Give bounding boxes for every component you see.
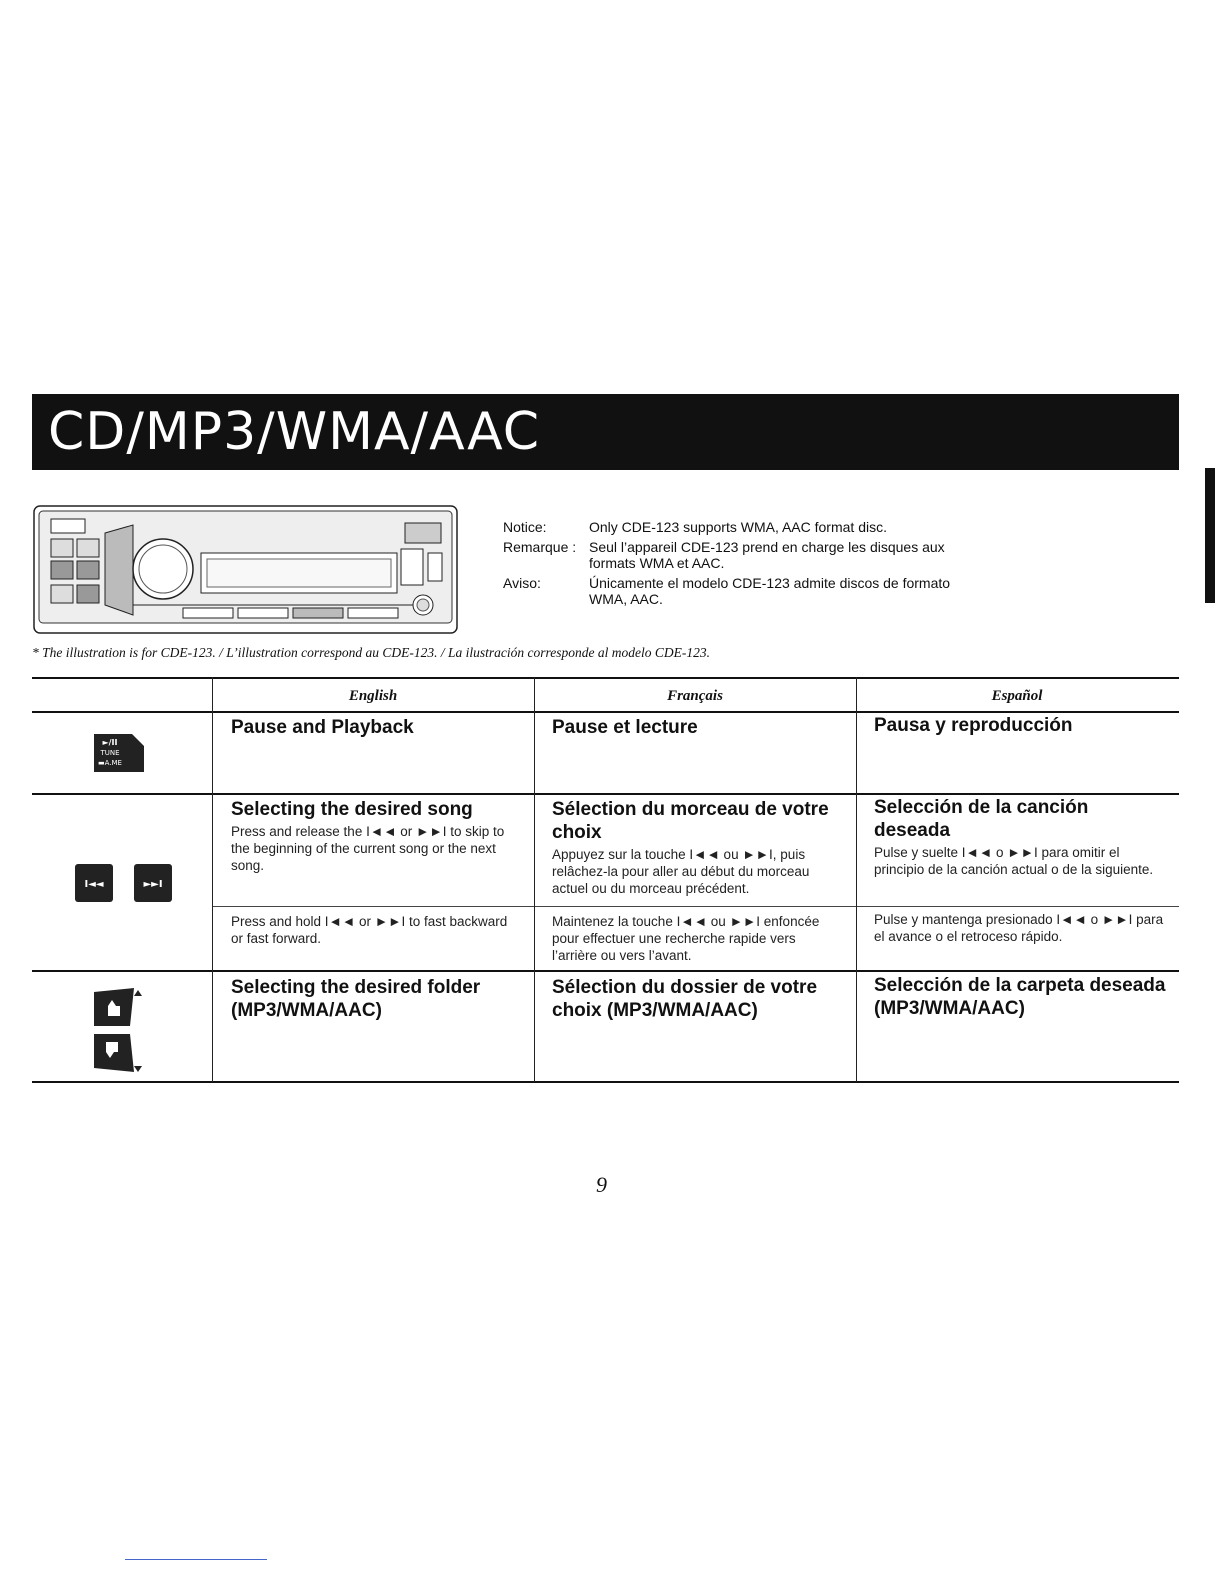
folder-fr-cell — [552, 976, 844, 1022]
song-es-text: Pulse y suelte I◄◄ o ►►I para omitir el principio de la canción actual o de la siguiente. — [874, 845, 1154, 877]
song-hold-en-text: Press and hold I◄◄ or ►►I to fast backward or fast forward. — [231, 914, 508, 946]
song-en-cell — [231, 798, 523, 874]
next-track-glyph: ►►I — [143, 879, 163, 890]
edge-index-tab — [1205, 468, 1215, 603]
next-track-button-icon — [133, 863, 173, 903]
pause-fr-cell — [552, 716, 842, 739]
song-hold-es-cell — [874, 909, 1166, 945]
song-en-title: Selecting the desired song — [231, 799, 473, 820]
song-fr-title: Sélection du morceau de votre choix — [552, 799, 829, 843]
pause-es-title: Pausa y reproducción — [874, 715, 1073, 736]
column-header-french: Français — [667, 688, 723, 704]
song-es-title: Selección de la canción deseada — [874, 797, 1089, 841]
song-es-cell — [874, 796, 1166, 878]
notice-text: Only CDE-123 supports WMA, AAC format disc. — [589, 519, 887, 535]
song-fr-cell — [552, 798, 844, 897]
column-divider — [534, 677, 535, 1082]
notice-label: Aviso: — [503, 575, 541, 591]
page-number: 9 — [596, 1172, 607, 1197]
previous-track-glyph: I◄◄ — [84, 879, 104, 890]
song-hold-es-text: Pulse y mantenga presionado I◄◄ o ►►I para el avance o el retroceso rápido. — [874, 912, 1164, 944]
footer-link-line — [125, 1559, 267, 1560]
pause-en-title: Pause and Playback — [231, 717, 414, 738]
column-divider — [212, 677, 213, 1082]
song-en-text: Press and release the I◄◄ or ►►I to skip to the beginning of the current song or the next song. — [231, 824, 505, 873]
column-divider — [856, 677, 857, 1082]
song-hold-fr-cell — [552, 911, 844, 964]
ame-glyph: ▬A.ME — [98, 759, 122, 767]
section-banner — [32, 394, 1179, 470]
play-pause-glyph: ►/II — [102, 738, 118, 747]
table-top-rule — [32, 677, 1179, 679]
table-header-rule — [32, 711, 1179, 713]
tune-glyph: TUNE — [100, 749, 120, 757]
notice-label: Notice: — [503, 519, 547, 535]
notice-row-en — [503, 519, 989, 535]
row-divider — [32, 970, 1179, 972]
row-divider — [32, 793, 1179, 795]
notice-label: Remarque : — [503, 539, 577, 555]
folder-en-cell — [231, 976, 523, 1022]
folder-es-title: Selección de la carpeta deseada (MP3/WMA/AAC) — [874, 975, 1166, 1019]
previous-track-button-icon — [74, 863, 114, 903]
column-header-spanish: Español — [991, 688, 1043, 704]
notice-row-es — [503, 575, 989, 607]
notice-block — [503, 519, 989, 611]
pause-en-cell — [231, 716, 521, 739]
notice-text: Únicamente el modelo CDE-123 admite discos de formato WMA, AAC. — [589, 575, 951, 607]
play-pause-button-icon — [92, 730, 146, 774]
folder-up-down-buttons-icon — [90, 986, 146, 1076]
car-stereo-illustration — [33, 505, 458, 635]
pause-fr-title: Pause et lecture — [552, 717, 698, 738]
notice-row-fr — [503, 539, 989, 571]
column-header-english: English — [348, 688, 398, 704]
folder-es-cell — [874, 974, 1166, 1020]
song-hold-en-cell — [231, 911, 523, 947]
folder-fr-title: Sélection du dossier de votre choix (MP3/WMA/AAC) — [552, 977, 818, 1021]
song-fr-text: Appuyez sur la touche I◄◄ ou ►►I, puis relâchez-la pour aller au début du morceau actuel ou du morceau précédent. — [552, 847, 810, 896]
song-hold-fr-text: Maintenez la touche I◄◄ ou ►►I enfoncée pour effectuer une recherche rapide vers l’arrière ou vers l’avant. — [552, 914, 820, 963]
table-bottom-rule — [32, 1081, 1179, 1083]
illustration-caption: * The illustration is for CDE-123. / L’illustration correspond au CDE-123. / La ilustración corresponde al modelo CDE-123. — [32, 645, 711, 660]
subrow-divider — [212, 906, 1179, 907]
page-title: CD/MP3/WMA/AAC — [48, 402, 541, 462]
pause-es-cell — [874, 714, 1164, 737]
folder-en-title: Selecting the desired folder (MP3/WMA/AAC) — [231, 977, 481, 1021]
notice-text: Seul l’appareil CDE-123 prend en charge les disques aux formats WMA et AAC. — [589, 539, 945, 571]
